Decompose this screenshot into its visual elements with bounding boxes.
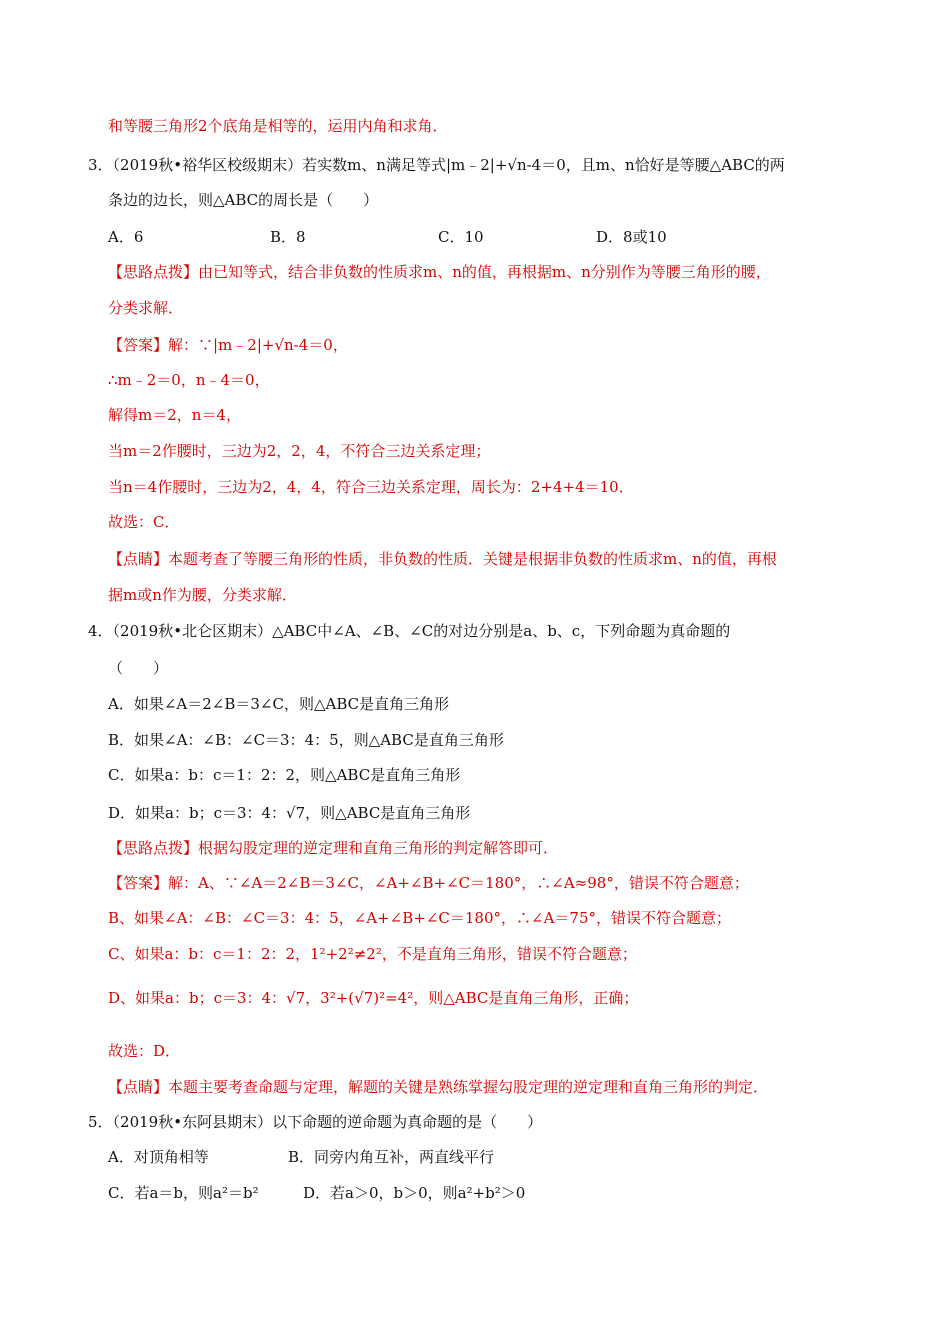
- q5-option-c: C．若a＝b，则a²＝b²: [108, 1184, 259, 1202]
- q5-option-b: B．同旁内角互补，两直线平行: [288, 1148, 495, 1166]
- q3-option-c: C．10: [438, 228, 484, 246]
- q5-option-d: D．若a＞0，b＞0，则a²+b²＞0: [303, 1184, 526, 1202]
- q3-answer-line5: 当n＝4作腰时，三边为2，4，4，符合三边关系定理，周长为：2+4+4＝10．: [108, 478, 634, 496]
- q4-option-d: D．如果a：b；c＝3：4：√7，则△ABC是直角三角形: [108, 804, 471, 822]
- q5-option-a: A．对顶角相等: [108, 1148, 209, 1166]
- q3-stem-line2: 条边的边长，则△ABC的周长是（ ）: [108, 191, 379, 209]
- q3-answer-line1: 【答案】解：∵|m﹣2|+√n-4＝0，: [108, 336, 348, 354]
- q3-hint-line2: 分类求解．: [108, 299, 184, 317]
- q4-answer-line3: C、如果a：b：c＝1：2：2，1²+2²≠2²，不是直角三角形，错误不符合题意；: [108, 945, 637, 963]
- q3-stem-line1: 3．（2019秋•裕华区校级期末）若实数m、n满足等式|m﹣2|+√n-4＝0，且m、n恰好是等腰△ABC的两: [88, 156, 785, 174]
- q4-option-a: A．如果∠A＝2∠B＝3∠C，则△ABC是直角三角形: [108, 695, 450, 713]
- q3-answer-line4: 当m＝2作腰时，三边为2，2，4，不符合三边关系定理；: [108, 442, 491, 460]
- q4-answer-line4: D、如果a：b；c＝3：4：√7，3²+(√7)²=4²，则△ABC是直角三角形，正确；: [108, 989, 639, 1007]
- q4-answer-line1: 【答案】解：A、∵∠A＝2∠B＝3∠C，∠A+∠B+∠C＝180°，∴∠A≈98°，错误不符合题意；: [108, 874, 749, 892]
- q4-answer-line2: B、如果∠A：∠B：∠C＝3：4：5，∠A+∠B+∠C＝180°，∴∠A＝75°，错误不符合题意；: [108, 909, 731, 927]
- q3-answer-line3: 解得m＝2，n＝4，: [108, 406, 241, 424]
- q4-review: 【点睛】本题主要考查命题与定理，解题的关键是熟练掌握勾股定理的逆定理和直角三角形的判定．: [108, 1078, 769, 1096]
- q3-answer-line2: ∴m﹣2＝0，n﹣4＝0，: [108, 371, 270, 389]
- q3-answer-line6: 故选：C．: [108, 513, 180, 531]
- q3-review-line1: 【点睛】本题考查了等腰三角形的性质，非负数的性质．关键是根据非负数的性质求m、n的值，再根: [108, 550, 777, 568]
- q4-option-c: C．如果a：b：c＝1：2：2，则△ABC是直角三角形: [108, 766, 461, 784]
- q3-option-d: D．8或10: [596, 228, 667, 246]
- q4-answer-line5: 故选：D．: [108, 1042, 181, 1060]
- q5-stem: 5．（2019秋•东阿县期末）以下命题的逆命题为真命题的是（ ）: [88, 1113, 543, 1131]
- q4-option-b: B．如果∠A：∠B：∠C＝3：4：5，则△ABC是直角三角形: [108, 731, 504, 749]
- q4-stem-line2: （ ）: [108, 659, 169, 677]
- q3-hint-line1: 【思路点拨】由已知等式，结合非负数的性质求m、n的值，再根据m、n分别作为等腰三角形的腰，: [108, 263, 771, 281]
- q3-option-a: A．6: [108, 228, 144, 246]
- q3-option-b: B．8: [270, 228, 306, 246]
- q2-analysis-tail: 和等腰三角形2个底角是相等的，运用内角和求角．: [108, 117, 448, 135]
- q3-review-line2: 据m或n作为腰，分类求解．: [108, 586, 297, 604]
- q4-stem-line1: 4．（2019秋•北仑区期末）△ABC中∠A、∠B、∠C的对边分别是a、b、c，下列命题为真命题的: [88, 622, 731, 640]
- q4-hint: 【思路点拨】根据勾股定理的逆定理和直角三角形的判定解答即可．: [108, 839, 559, 857]
